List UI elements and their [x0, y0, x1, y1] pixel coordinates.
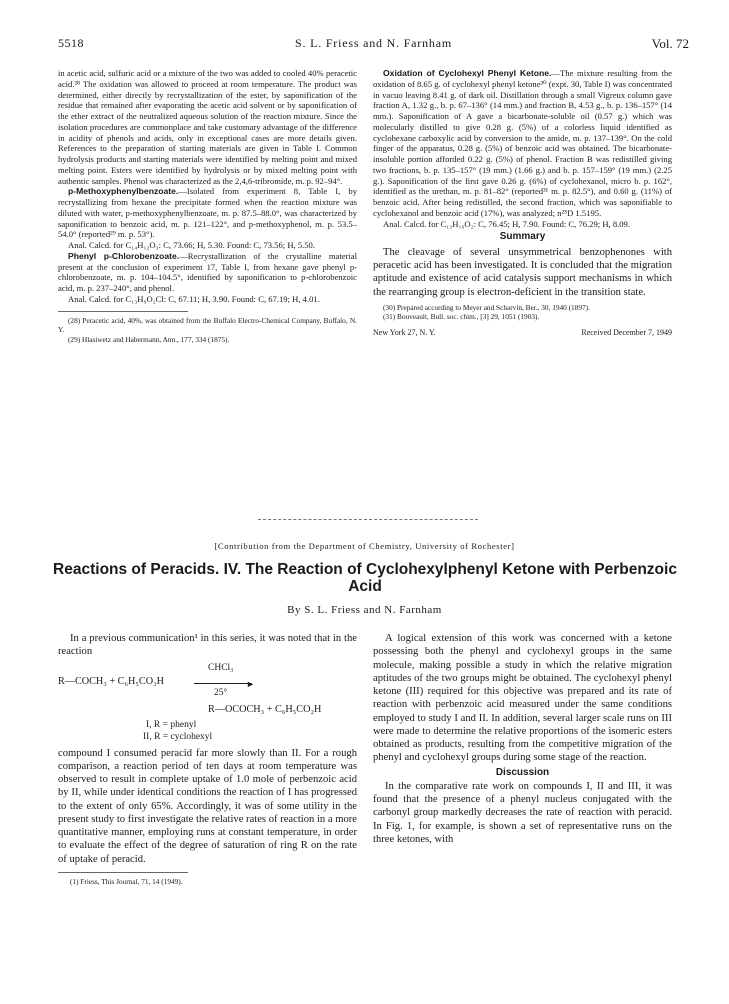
- analysis: Anal. Calcd. for C₁₃H₉O₂Cl: C, 67.11; H, 3.90. Found: C, 67.19; H, 4.01.: [68, 293, 320, 304]
- reaction-reactants: R—COCH₃ + C₆H₅CO₃H: [58, 675, 164, 687]
- paragraph: compound I consumed peracid far more slowly than II. For a rough comparison, a reaction period of ten days at room temperature was observed to result in complete uptake of 1.0 mole of perbenzoic acid by II, while under identical conditions the reaction of I has progressed to the extent of only 65%. Accordingly, it was of some utility in the present study to first investigate the relative rates of reaction in a more quantitative manner, employing runs at constant temperature, in order to evaluate the effect of the degree of saturation of ring R on the rate of uptake of peracid.: [58, 747, 357, 865]
- footnote-rule: [58, 311, 188, 312]
- paragraph: in acetic acid, sulfuric acid or a mixture of the two was added to cooled 40% peracetic acid.²⁸ The oxidation was allowed to proceed at room temperature. The product was determined, either directly by recrystallization of the ester, by saponification of the residue that remained after evaporating the acetic acid solvent or by saponification of the ether extract of the neutralized aqueous solution of the reaction mixture. Since the isolation procedures are commonplace and take customary advantage of the difference in acidity of phenols and acids, only in exceptional cases are more details given. References to the preparation of starting materials are given in Table I. Common hydrolysis products and starting materials were identified by melting point and mixed melting point. Esters were identified by hydrolysis or by mixed melting point with authentic samples. Phenol was characterized as the 2,4,6-tribromide, m. p. 92–94°.: [58, 68, 357, 186]
- received-line: [373, 328, 672, 339]
- right-column-top: [373, 68, 672, 339]
- summary-text: The cleavage of several unsymmetrical benzophenones with peracetic acid has been investigated. It is concluded that the migration aptitude and existence of acid catalysis support mechanisms in which the rearranging group is electron-deficient in the transition state.: [373, 247, 672, 298]
- discussion-heading: Discussion: [495, 766, 550, 778]
- article-title: Reactions of Peracids. IV. The Reaction of Cyclohexylphenyl Ketone with Perbenzoic Acid: [53, 561, 677, 595]
- reaction-arrow-head: ►: [246, 678, 255, 689]
- left-column-bottom: [58, 632, 357, 886]
- article-divider: [258, 519, 478, 520]
- reaction-solvent: CHCl₃: [208, 662, 234, 673]
- paragraph-text: —The mixture resulting from the oxidation of 8.65 g. of cyclohexyl phenyl ketone³⁰ (expt. 30, Table I) was concentrated in vacuo leaving 8.41 g. of dark oil. Distillation through a small Vigreux column gave fraction A, 1.32 g., b. p. 67–136° (14 mm.) and fraction B, 4.53 g., b. p. 136–157° (14 mm.). Saponification of A gave a bicarbonate-soluble oil (0.57 g.) which was molecularly distilled to give 0.28 g. (5%) of a colorless liquid identified as cyclohexane carboxylic acid by conversion to the amide, m. p. 137–139°. On the cold finger of the apparatus, 0.28 g. (5%) of benzoic acid was obtained. The bicarbonate-insoluble portion afforded 0.22 g. (5%) of phenol. Fraction B was redistilled giving two fractions, b. p. 135–157° (19 mm.) (1.66 g.) and b. p. 157–159° (19 mm.) (2.25 g.). Saponification of the first gave 0.26 g. (6%) of cyclohexanol, micro b. p. 162°, identified as the urethan, m. p. 81–82° (reported³¹ m. p. 82.5°), and 0.60 g. (11%) of benzoic acid. After being redistilled, the second fraction, which was saponifiable to cyclohexanol and benzoic acid (17%), was analyzed; n²⁵D 1.5195.: [373, 68, 673, 218]
- paragraph: In the comparative rate work on compounds I, II and III, it was found that the presence of a phenyl nucleus conjugated with the carbonyl group markedly decreases the rate of reaction with peracid. In Fig. 1, for example, is shown a set of representative runs on the three ketones, with: [373, 780, 672, 845]
- running-head: [58, 36, 689, 54]
- byline: By S. L. Friess and N. Farnham: [287, 604, 442, 616]
- paragraph: [58, 186, 357, 240]
- paragraph-text: —Isolated from experiment 8, Table I, by recrystallizing from hexane the precipitate formed when the reaction mixture was diluted with water, p-methoxyphenylbenzoate, m. p. 87.5–88.0°, was characterized by saponification to benzoic acid, m. p. 121–122°, and p-methoxyphenol, m. p. 53.5–54.0° (reported²⁹ m. p. 53°).: [58, 186, 357, 240]
- reaction-key-2: II, R = cyclohexyl: [143, 731, 213, 742]
- paragraph-text: —Recrystallization of the crystalline material present at the conclusion of experiment 17, Table I, from hexane gave phenyl p-chlorobenzoate, m. p. 104–104.5°, identified by saponification to p-chlorobenzoic acid, m. p. 237–240°, and phenol.: [58, 250, 357, 293]
- reaction-scheme: [58, 659, 357, 747]
- run-in-heading: Phenyl p-Chlorobenzoate.: [68, 250, 180, 261]
- right-column-bottom: [373, 632, 672, 846]
- run-in-heading: Oxidation of Cyclohexyl Phenyl Ketone.: [383, 68, 552, 78]
- paragraph: [58, 251, 357, 294]
- contribution-line: [Contribution from the Department of Chemistry, University of Rochester]: [214, 541, 515, 551]
- place: New York 27, N. Y.: [373, 328, 436, 337]
- received-date: Received December 7, 1949: [581, 328, 672, 337]
- reaction-key-1: I, R = phenyl: [146, 719, 197, 730]
- left-column-top: [58, 68, 357, 344]
- run-in-heading: p-Methoxyphenylbenzoate.: [68, 186, 179, 197]
- footnote-rule: [58, 872, 188, 873]
- footnote-1: (1) Friess, This Journal, 71, 14 (1949).: [70, 876, 183, 886]
- summary-heading: Summary: [499, 231, 546, 243]
- running-head-authors: S. L. Friess and N. Farnham: [295, 36, 452, 50]
- page-number: 5518: [58, 36, 84, 50]
- footnote-28: (28) Peracetic acid, 40%, was obtained from the Buffalo Electro-Chemical Company, Buffalo, N. Y.: [58, 315, 357, 335]
- footnote-29: (29) Hlasiwetz and Habermann, Ann., 177, 334 (1875).: [68, 334, 230, 344]
- paragraph: A logical extension of this work was concerned with a ketone possessing both the phenyl and cyclohexyl groups in the same molecule, making possible a study in which the relative migration aptitudes of the two groups might be obtained. The cyclohexyl phenyl ketone (III) required for this objective was prepared and its rate of reaction with perbenzoic acid measured under the same conditions employed to study I and II. In addition, several larger scale runs on III were made to determine the relative proportions of the isomeric esters obtained as products, resulting from the competitive migration of the phenyl and cyclohexyl groups during some stage of the reaction.: [373, 633, 672, 764]
- footnote-30: (30) Prepared according to Meyer and Scharvin, Ber., 30, 1940 (1897).: [383, 302, 590, 312]
- reaction-temperature: 25°: [214, 687, 228, 698]
- analysis: Anal. Calcd. for C₁₄H₁₂O₃: C, 73.66; H, 5.30. Found: C, 73.56; H, 5.50.: [68, 240, 316, 250]
- reaction-products: R—OCOCH₃ + C₆H₅CO₂H: [208, 703, 322, 715]
- volume-number: Vol. 72: [651, 36, 689, 51]
- reaction-arrow: [194, 683, 252, 684]
- paragraph: In a previous communication¹ in this series, it was noted that in the reaction: [58, 633, 357, 658]
- analysis: Anal. Calcd. for C₁₃H₁₆O₂: C, 76.45; H, 7.90. Found: C, 76.29; H, 8.09.: [383, 218, 631, 229]
- paragraph: [373, 68, 672, 219]
- footnote-31: (31) Bouveault, Bull. soc. chim., [3] 29, 1051 (1903).: [383, 312, 540, 322]
